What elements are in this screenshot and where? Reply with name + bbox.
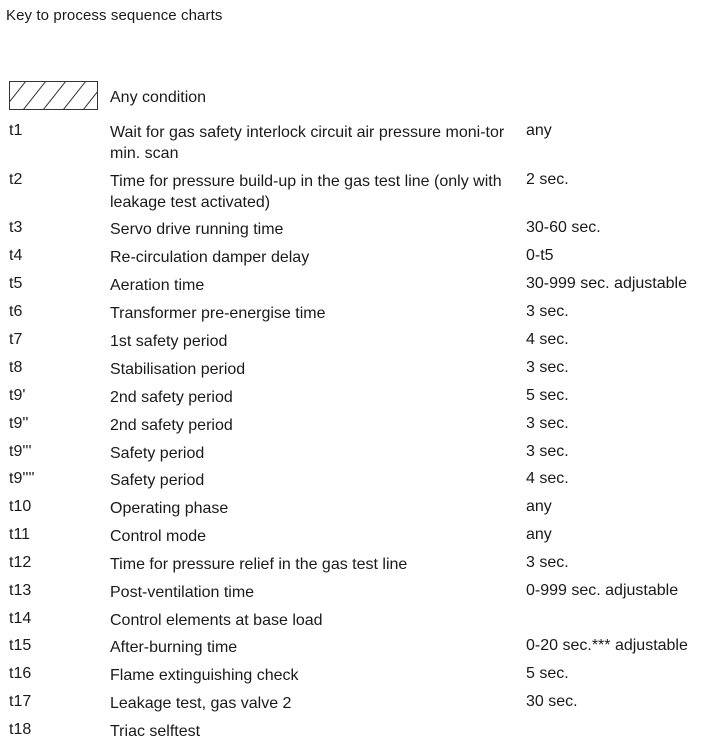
row-description: 1st safety period: [110, 333, 228, 350]
row-description: Servo drive running time: [110, 221, 284, 238]
row-code: t7: [9, 331, 23, 348]
legend-label: Any condition: [110, 89, 207, 106]
row-code: t12: [9, 554, 32, 571]
row-description: Transformer pre-energise time: [110, 305, 326, 322]
row-description: Aeration time: [110, 277, 205, 294]
row-code: t5: [9, 275, 23, 292]
row-description: Post-ventilation time: [110, 584, 255, 601]
row-code: t9'': [9, 415, 29, 432]
row-description: 2nd safety period: [110, 417, 233, 434]
row-code: t9': [9, 387, 26, 404]
row-code: t15: [9, 637, 32, 654]
row-code: t2: [9, 171, 23, 188]
row-value: 4 sec.: [526, 331, 569, 348]
row-value: 2 sec.: [526, 171, 569, 188]
row-description: Safety period: [110, 445, 205, 462]
row-description: Triac selftest: [110, 723, 201, 740]
row-value: 3 sec.: [526, 443, 569, 460]
row-description: Flame extinguishing check: [110, 667, 299, 684]
row-value: 3 sec.: [526, 359, 569, 376]
row-description: Re-circulation damper delay: [110, 249, 310, 266]
row-value: 0-t5: [526, 247, 554, 264]
row-description: Time for pressure build-up in the gas test line (only with leakage test activated): [110, 173, 502, 211]
row-description: Safety period: [110, 472, 205, 489]
row-code: t9'''': [9, 470, 35, 487]
page-title: Key to process sequence charts: [6, 7, 223, 24]
row-code: t4: [9, 247, 23, 264]
row-description: Stabilisation period: [110, 361, 246, 378]
row-value: any: [526, 526, 552, 543]
row-value: 30-60 sec.: [526, 219, 601, 236]
row-code: t16: [9, 665, 32, 682]
row-code: t10: [9, 498, 32, 515]
row-value: any: [526, 122, 552, 139]
row-code: t3: [9, 219, 23, 236]
row-code: t8: [9, 359, 23, 376]
row-value: 3 sec.: [526, 554, 569, 571]
row-value: 5 sec.: [526, 387, 569, 404]
row-value: 3 sec.: [526, 303, 569, 320]
row-value: 4 sec.: [526, 470, 569, 487]
row-code: t9''': [9, 443, 32, 460]
row-description: Leakage test, gas valve 2: [110, 695, 292, 712]
row-description: Control elements at base load: [110, 612, 323, 629]
row-description: 2nd safety period: [110, 389, 233, 406]
row-value: any: [526, 498, 552, 515]
row-code: t11: [9, 526, 31, 543]
row-code: t18: [9, 721, 32, 738]
row-value: 3 sec.: [526, 415, 569, 432]
row-description: Time for pressure relief in the gas test line: [110, 556, 408, 573]
row-description: Wait for gas safety interlock circuit air pressure moni-tor min. scan: [110, 124, 505, 162]
row-code: t17: [9, 693, 32, 710]
row-description: After-burning time: [110, 639, 238, 656]
row-value: 30 sec.: [526, 693, 578, 710]
row-value: 0-999 sec. adjustable: [526, 582, 679, 599]
hatched-legend-swatch: [9, 81, 98, 110]
row-value: 5 sec.: [526, 665, 569, 682]
row-code: t14: [9, 610, 32, 627]
row-code: t1: [9, 122, 23, 139]
row-value: 0-20 sec.*** adjustable: [526, 637, 688, 654]
row-description: Control mode: [110, 528, 207, 545]
row-code: t6: [9, 303, 23, 320]
row-description: Operating phase: [110, 500, 229, 517]
row-code: t13: [9, 582, 32, 599]
row-value: 30-999 sec. adjustable: [526, 275, 687, 292]
